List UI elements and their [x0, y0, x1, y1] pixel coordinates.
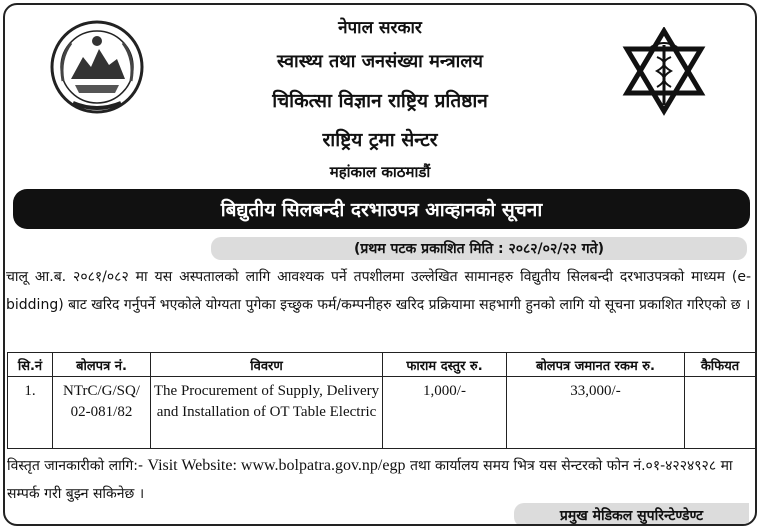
- contact-details: तथा कार्यालय समय भित्र यस सेन्टरको फोन नं.०१-४२२४९२८ मा सम्पर्क गरी बुझ्न सकिनेछ ।: [7, 458, 733, 502]
- government-name: नेपाल सरकार: [338, 18, 422, 38]
- letterhead: [5, 5, 755, 191]
- cell-remarks: [685, 377, 756, 449]
- ministry-name: स्वास्थ्य तथा जनसंख्या मन्त्रालय: [277, 51, 483, 72]
- cell-bid-security: 33,000/-: [507, 377, 685, 449]
- col-bid-no: बोलपत्र नं.: [53, 353, 151, 377]
- cell-form-fee: 1,000/-: [383, 377, 507, 449]
- col-bid-security: बोलपत्र जमानत रकम रु.: [507, 353, 685, 377]
- col-remarks: कैफियत: [685, 353, 756, 377]
- trauma-center-logo-icon: [621, 27, 707, 117]
- center-name: राष्ट्रिय ट्रमा सेन्टर: [322, 129, 438, 151]
- publication-date: (प्रथम पटक प्रकाशित मिति : २०८२/०२/२२ गते): [211, 237, 747, 260]
- col-form-fee: फाराम दस्तुर रु.: [383, 353, 507, 377]
- contact-label: विस्तृत जानकारीको लागि:-: [7, 458, 144, 474]
- contact-info: [7, 452, 752, 508]
- website-link[interactable]: Visit Website: www.bolpatra.gov.np/egp: [147, 457, 406, 474]
- location: महांकाल काठमाडौं: [329, 163, 431, 181]
- bid-table: [7, 352, 756, 449]
- cell-sn: 1.: [8, 377, 53, 449]
- academy-name: चिकित्सा विज्ञान राष्ट्रिय प्रतिष्ठान: [272, 90, 488, 112]
- cell-bid-no: NTrC/G/SQ/ 02-081/82: [53, 377, 151, 449]
- notice-page: [3, 3, 757, 526]
- col-description: विवरण: [151, 353, 383, 377]
- signatory: प्रमुख मेडिकल सुपरिन्टेण्डेण्ट: [514, 503, 749, 526]
- notice-title: बिद्युतीय सिलबन्दी दरभाउपत्र आव्हानको सूचना: [13, 189, 750, 229]
- cell-description: The Procurement of Supply, Delivery and Installation of OT Table Electric: [151, 377, 383, 449]
- table-row: [8, 377, 756, 449]
- notice-intro: चालू आ.ब. २०८१/०८२ मा यस अस्पतालको लागि आवश्यक पर्ने तपशीलमा उल्लेखित सामानहरु विद्युतीय सिलबन्दी दरभाउपत्रको माध्यम (e-bidding) बाट खरिद गर्नुपर्ने भएकोले योग्यता पुगेका इच्छुक फर्म/कम्पनीहरु खरिद प्रक्रियामा सहभागी हुनको लागि यो सूचना प्रकाशित गरिएको छ ।: [6, 269, 751, 313]
- col-sn: सि.नं: [8, 353, 53, 377]
- table-header-row: [8, 353, 756, 377]
